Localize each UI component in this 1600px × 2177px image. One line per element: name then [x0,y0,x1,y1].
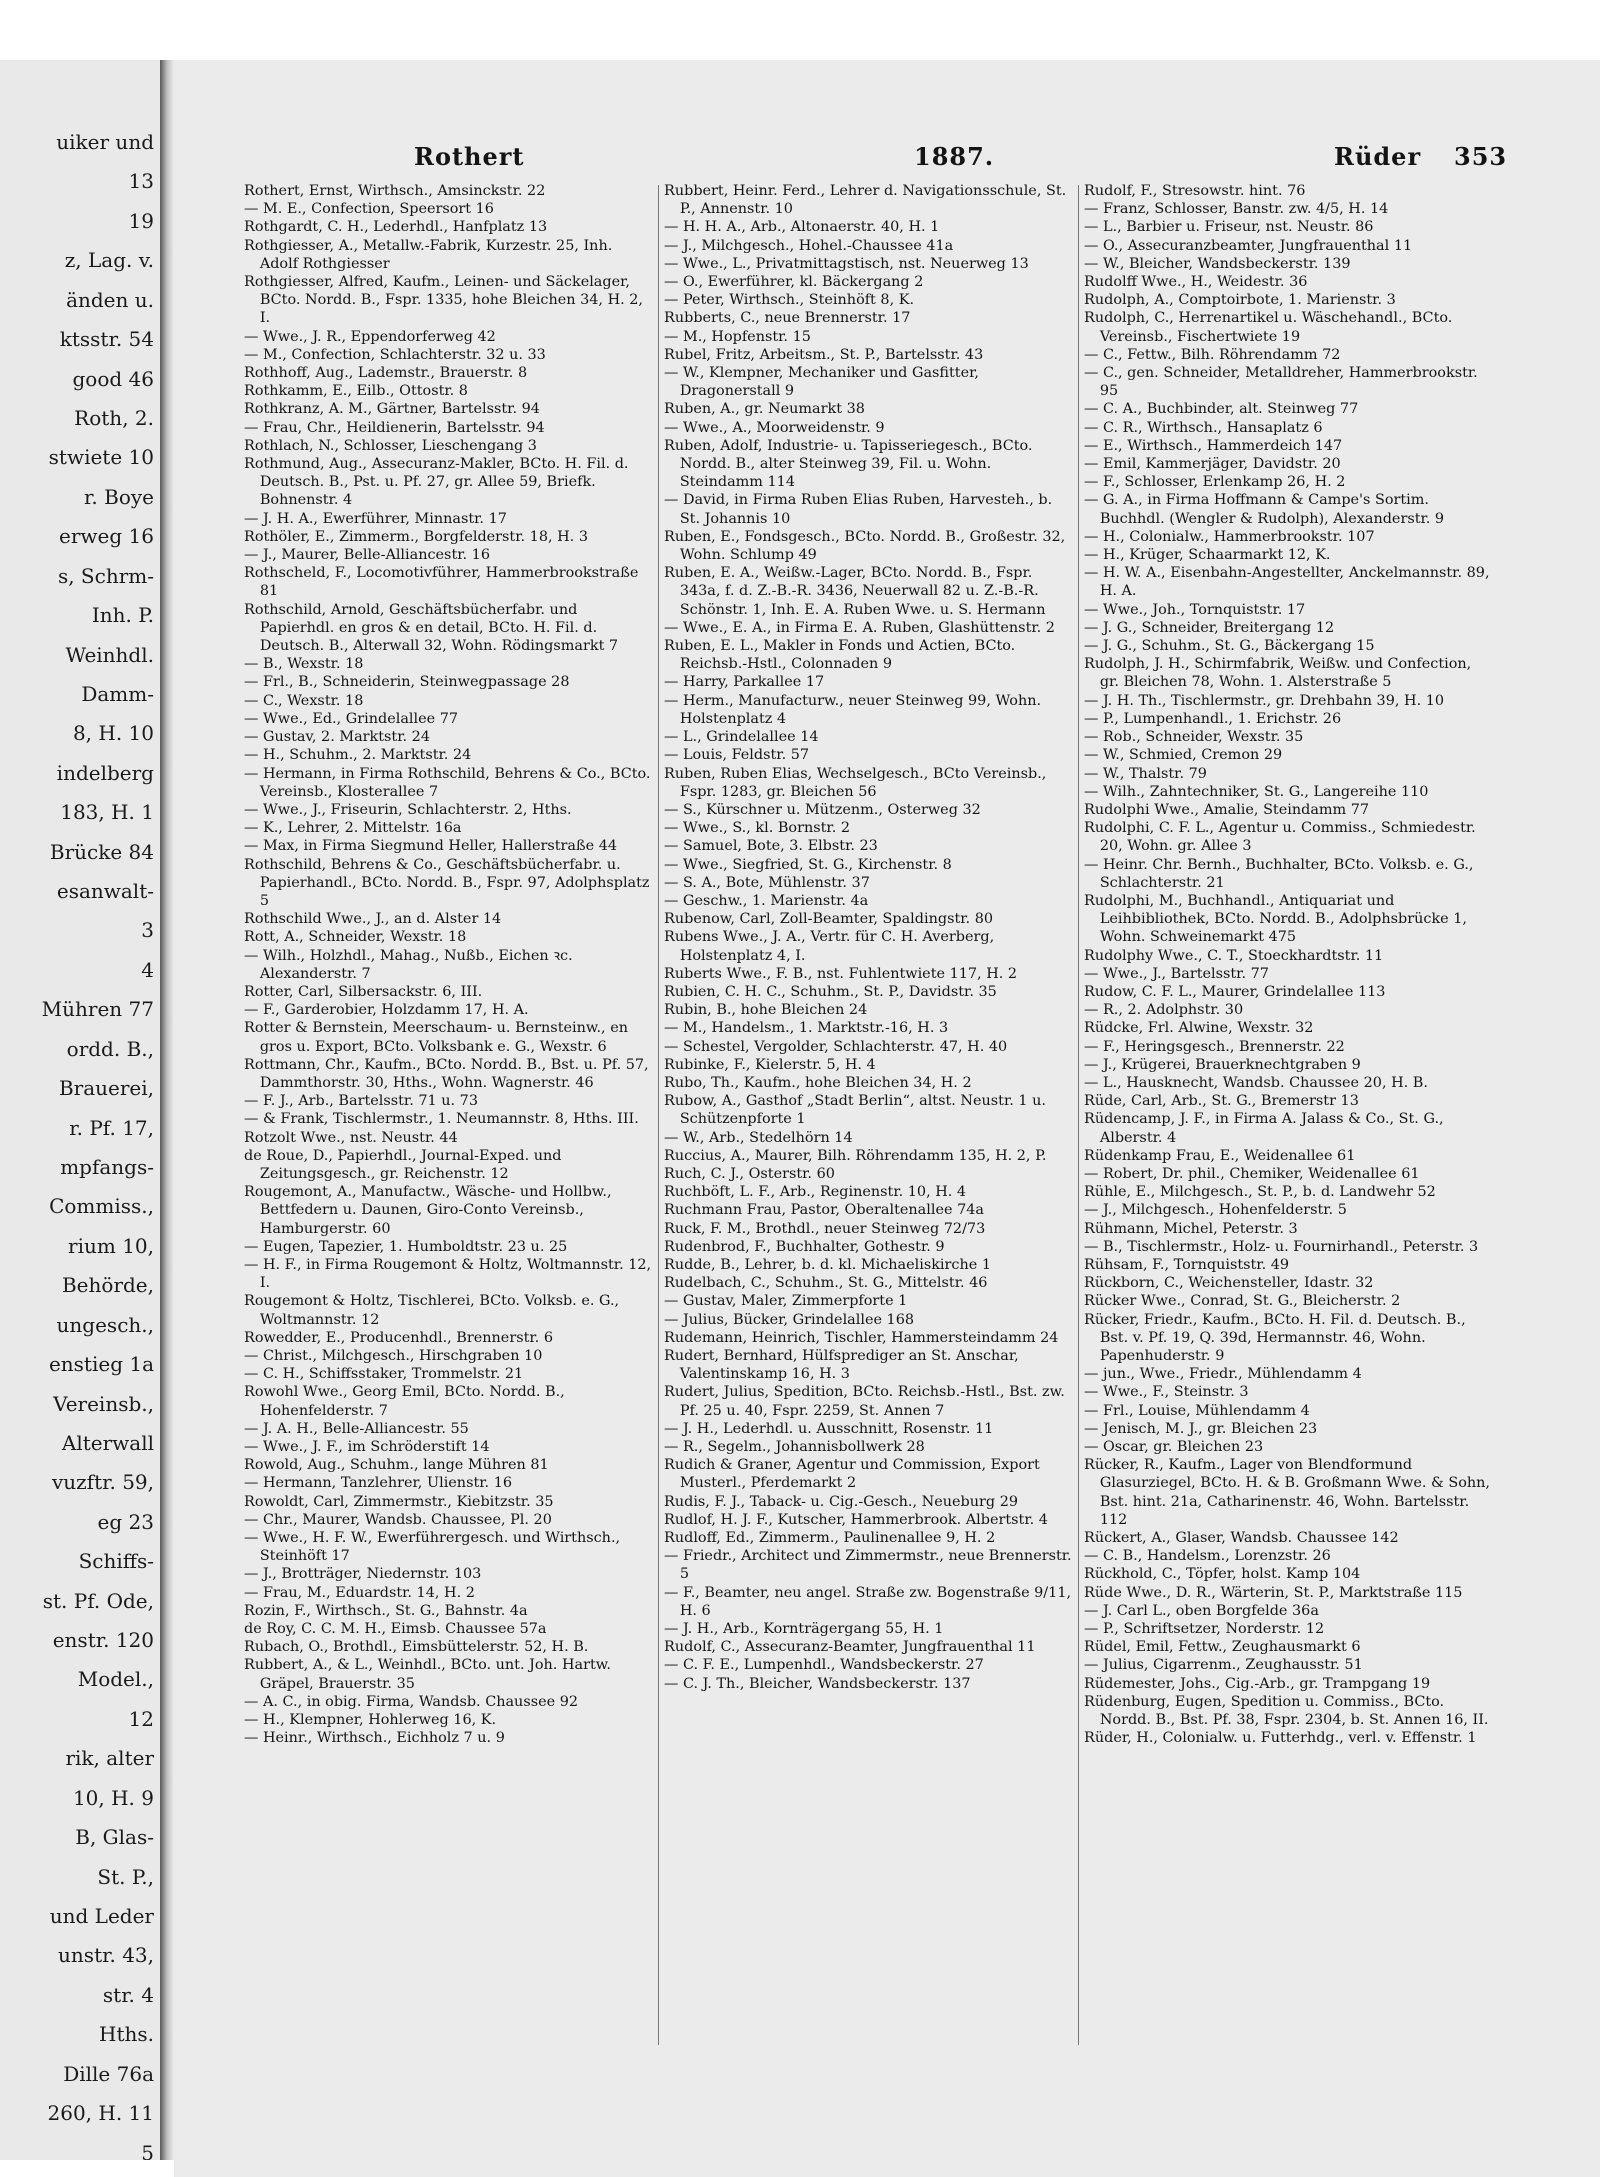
directory-entry: — C., gen. Schneider, Metalldreher, Hammerbrookstr. 95 [1084,365,1478,400]
directory-entry: — Hermann, Tanzlehrer, Ulienstr. 16 [244,1475,513,1492]
previous-page-text-fragment: indelberg [56,761,154,785]
directory-entry: — Gustav, 2. Marktstr. 24 [244,729,430,746]
directory-entry: Ruch, C. J., Osterstr. 60 [664,1165,835,1182]
directory-entry: Rücker, Friedr., Kaufm., BCto. H. Fil. d. Deutsch. B., Bst. v. Pf. 19, Q. 39d, Hermannstr. 46, Wohn. Papenhuderstr. 9 [1084,1311,1466,1364]
previous-page-text-fragment: 183, H. 1 [60,800,154,824]
previous-page-text-fragment: Brauerei, [58,1076,154,1100]
directory-entry: — Robert, Dr. phil., Chemiker, Weidenallee 61 [1084,1165,1420,1182]
directory-entry: Rudde, B., Lehrer, b. d. kl. Michaeliskirche 1 [664,1256,991,1273]
directory-entry: — Christ., Milchgesch., Hirschgraben 10 [244,1348,543,1364]
previous-page-text-fragment: r. Pf. 17, [69,1116,154,1140]
directory-entry: — Harry, Parkallee 17 [664,674,825,691]
directory-entry: Rudloff, Ed., Zimmerm., Paulinenallee 9, H. 2 [664,1530,996,1547]
directory-entry: — W., Klempner, Mechaniker und Gasfitter, Dragonerstall 9 [664,365,979,400]
directory-entry: Rudolff Wwe., H., Weidestr. 36 [1084,274,1308,291]
directory-entry: Ruben, E. L., Makler in Fonds und Actien, BCto. Reichsb.-Hstl., Colonnaden 9 [664,638,1016,673]
directory-entry: Rubow, A., Gasthof „Stadt Berlin“, altst. Neustr. 1 u. Schützenpforte 1 [664,1093,1046,1128]
directory-entry: — S., Kürschner u. Mützenm., Osterweg 32 [664,801,981,818]
directory-entry: — C. R., Wirthsch., Hansaplatz 6 [1084,419,1323,436]
previous-page-text-fragment: mpfangs- [60,1155,154,1179]
directory-entry: Rubens Wwe., J. A., Vertr. für C. H. Averberg, Holstenplatz 4, I. [664,929,995,964]
directory-entry: Rudolf, F., Stresowstr. hint. 76 [1084,183,1306,199]
directory-entry: — Wwe., E. A., in Firma E. A. Ruben, Glashüttenstr. 2 [664,619,1055,636]
directory-entry: — C. J. Th., Bleicher, Wandsbeckerstr. 137 [664,1675,971,1692]
directory-entry: Rubach, O., Brothdl., Eimsbüttelerstr. 52, H. B. [244,1639,589,1656]
previous-page-text-fragment: Brücke 84 [49,840,154,864]
directory-entry: Rubberts, C., neue Brennerstr. 17 [664,310,911,327]
directory-entry: — G. A., in Firma Hoffmann & Campe's Sortim. Buchhdl. (Wengler & Rudolph), Alexanderstr. 9 [1084,492,1445,527]
column-rule [1078,185,1079,2045]
directory-entry: Rowedder, E., Producenhdl., Brennerstr. 6 [244,1329,553,1346]
directory-entry: Rubbert, A., & L., Weinhdl., BCto. unt. Joh. Hartw. Gräpel, Brauerstr. 35 [244,1657,611,1692]
directory-entry: — Emil, Kammerjäger, Davidstr. 20 [1084,456,1341,473]
directory-entry: Rudert, Julius, Spedition, BCto. Reichsb.-Hstl., Bst. zw. Pf. 25 u. 40, Fspr. 2259, St. Annen 7 [664,1384,1065,1419]
directory-entry: — O., Ewerführer, kl. Bäckergang 2 [664,274,924,291]
directory-entry: Rott, A., Schneider, Wexstr. 18 [244,929,467,946]
directory-entry: — Eugen, Tapezier, 1. Humboldtstr. 23 u. 25 [244,1238,568,1255]
directory-entry: Rothschild, Arnold, Geschäftsbücherfabr. und Papierhdl. en gros & en detail, BCto. H. Fil. d. Deutsch. B., Alterwall 32, Wohn. Rödingsmarkt 7 [244,601,619,655]
column-2 [664,182,1074,2052]
directory-entry: Rudenbrod, F., Buchhalter, Gothestr. 9 [664,1238,945,1255]
directory-entry: — Wwe., H. F. W., Ewerführergesch. und Wirthsch., Steinhöft 17 [244,1530,621,1565]
directory-entry: Rowoldt, Carl, Zimmermstr., Kiebitzstr. 35 [244,1493,554,1510]
directory-entry: — Wilh., Zahntechniker, St. G., Langereihe 110 [1084,783,1429,800]
directory-entry: Rubenow, Carl, Zoll-Beamter, Spaldingstr. 80 [664,911,994,928]
previous-page-text-fragment: 3 [141,918,154,942]
directory-entry: — Heinr., Wirthsch., Eichholz 7 u. 9 [244,1730,505,1747]
directory-entry: — H., Colonialw., Hammerbrookstr. 107 [1084,528,1375,545]
directory-entry: Rottmann, Chr., Kaufm., BCto. Nordd. B., Bst. u. Pf. 57, Dammthorstr. 30, Hths., Wohn. Wagnerstr. 46 [244,1056,649,1091]
directory-entry: Rühsam, F., Tornquiststr. 49 [1084,1256,1290,1273]
directory-entry: Rougemont, A., Manufactw., Wäsche- und Hollbw., Bettfedern u. Daunen, Giro-Conto Vereinsb., Hamburgerstr. 60 [244,1184,612,1237]
directory-entry: Ruben, E. A., Weißw.-Lager, BCto. Nordd. B., Fspr. 343a, f. d. Z.-B.-R. 3436, Neuerwall 82 u. Z.-B.-R. Schönstr. 1, Inh. E. A. Ruben Wwe. u. S. Hermann [664,565,1046,618]
directory-entry: Rüdenkamp Frau, E., Weidenallee 61 [1084,1147,1356,1164]
directory-entry: — L., Barbier u. Friseur, nst. Neustr. 86 [1084,219,1374,236]
directory-entry: Rückborn, C., Weichensteller, Idastr. 32 [1084,1275,1374,1292]
column-3 [1084,182,1494,2052]
directory-entry: — J. H., Lederhdl. u. Ausschnitt, Rosenstr. 11 [664,1420,994,1437]
directory-entry: Rudolph, A., Comptoirbote, 1. Marienstr. 3 [1084,292,1396,309]
directory-entry: — M., Handelsm., 1. Marktstr.-16, H. 3 [664,1020,949,1037]
directory-entry: Rüdel, Emil, Fettw., Zeughausmarkt 6 [1084,1639,1361,1656]
directory-entry: — Peter, Wirthsch., Steinhöft 8, K. [664,292,915,309]
directory-entry: Rothhoff, Aug., Lademstr., Brauerstr. 8 [244,365,528,382]
directory-entry: Rubo, Th., Kaufm., hohe Bleichen 34, H. 2 [664,1074,972,1091]
previous-page-text-fragment: good 46 [72,367,154,391]
directory-entry: — Wwe., Ed., Grindelallee 77 [244,710,459,727]
directory-entry: — J. Carl L., oben Borgfelde 36a [1084,1602,1319,1619]
directory-entry: — J. H. A., Ewerführer, Minnastr. 17 [244,510,507,527]
directory-entry: — Louis, Feldstr. 57 [664,747,810,764]
directory-entry: — K., Lehrer, 2. Mittelstr. 16a [244,820,462,837]
running-head-year: 1887. [914,142,995,171]
directory-entry: Ruben, Ruben Elias, Wechselgesch., BCto Vereinsb., Fspr. 1283, gr. Bleichen 56 [664,765,1047,800]
previous-page-text-fragment: Damm- [81,682,154,706]
previous-page-text-fragment: Roth, 2. [74,406,154,430]
directory-entry: Rothöler, E., Zimmerm., Borgfelderstr. 18, H. 3 [244,528,588,545]
directory-entry: — M., Confection, Schlachterstr. 32 u. 33 [244,346,546,363]
directory-entry: de Roy, C. C. M. H., Eimsb. Chaussee 57a [244,1621,547,1638]
directory-entry: — Wwe., L., Privatmittagstisch, nst. Neuerweg 13 [664,255,1029,272]
directory-entry: — F., Beamter, neu angel. Straße zw. Bogenstraße 9/11, H. 6 [664,1584,1072,1619]
previous-page-text-fragment: 10, H. 9 [72,1786,154,1810]
directory-entry: — H. W. A., Eisenbahn-Angestellter, Anckelmannstr. 89, H. A. [1084,565,1490,600]
directory-entry: Rudolph, C., Herrenartikel u. Wäschehandl., BCto. Vereinsb., Fischertwiete 19 [1084,310,1453,345]
directory-entry: — H., Krüger, Schaarmarkt 12, K. [1084,547,1331,564]
directory-entry: Rüde, Carl, Arb., St. G., Bremerstr 13 [1084,1093,1359,1110]
directory-entry: Rüdencamp, J. F., in Firma A. Jalass & Co., St. G., Alberstr. 4 [1084,1111,1444,1146]
page-header [244,142,1524,178]
book-gutter [160,60,174,2160]
directory-entry: — W., Thalstr. 79 [1084,765,1207,782]
directory-entry: — Frl., B., Schneiderin, Steinwegpassage 28 [244,674,570,691]
column-rule [658,185,659,2045]
directory-entry: Rudich & Graner, Agentur und Commission, Export Musterl., Pferdemarkt 2 [664,1457,1040,1492]
directory-entry: Rothmund, Aug., Assecuranz-Makler, BCto. H. Fil. d. Deutsch. B., Pst. u. Pf. 27, gr. Allee 59, Briefk. Bohnenstr. 4 [244,456,629,509]
directory-entry: — B., Wexstr. 18 [244,656,364,673]
directory-entry: — Samuel, Bote, 3. Elbstr. 23 [664,838,878,855]
directory-entry: Rudis, F. J., Taback- u. Cig.-Gesch., Neueburg 29 [664,1493,1019,1510]
running-head-right: Rüder [1334,142,1422,171]
previous-page-text-fragment: Behörde, [61,1273,154,1297]
directory-entry: — J. A. H., Belle-Alliancestr. 55 [244,1420,469,1437]
directory-entry: Rotter & Bernstein, Meerschaum- u. Bernsteinw., en gros u. Export, BCto. Volksbank e. G., Wexstr. 6 [244,1020,628,1055]
directory-entry: Rühle, E., Milchgesch., St. P., b. d. Landwehr 52 [1084,1184,1436,1201]
previous-page-text-fragment: 260, H. 11 [47,2101,154,2125]
directory-entry: Rüdenburg, Eugen, Spedition u. Commiss., BCto. Nordd. B., Bst. Pf. 38, Fspr. 2304, b. St. Annen 16, II. [1084,1693,1489,1729]
directory-entry: — O., Assecuranzbeamter, Jungfrauenthal 11 [1084,237,1413,254]
directory-entry: Rüder, H., Colonialw. u. Futterhdg., verl. v. Effenstr. 1 [1084,1730,1477,1747]
directory-entry: Rudow, C. F. L., Maurer, Grindelallee 113 [1084,983,1386,1000]
directory-entry: Rothlach, N., Schlosser, Lieschengang 3 [244,437,537,454]
directory-entry: — M. E., Confection, Speersort 16 [244,201,494,218]
directory-entry: Rudolphi Wwe., Amalie, Steindamm 77 [1084,801,1370,818]
directory-entry: Rubin, B., hohe Bleichen 24 [664,1002,868,1019]
directory-entry: Rudolphi, M., Buchhandl., Antiquariat und Leihbibliothek, BCto. Nordd. B., Adolphsbrücke 1, Wohn. Schweinemarkt 475 [1084,892,1468,946]
directory-entry: — Wwe., Joh., Tornquiststr. 17 [1084,601,1306,618]
directory-entry: — Wwe., J. R., Eppendorferweg 42 [244,328,496,345]
directory-entry: — J., Krügerei, Brauerknechtgraben 9 [1084,1056,1361,1073]
previous-page-text-fragment: esanwalt- [56,879,154,903]
previous-page-text-fragment: Commiss., [49,1194,154,1218]
directory-entry: Rubbert, Heinr. Ferd., Lehrer d. Navigationsschule, St. P., Annenstr. 10 [664,183,1067,218]
directory-entry: — H. F., in Firma Rougemont & Holtz, Woltmannstr. 12, I. [244,1256,652,1292]
directory-entry: — W., Arb., Stedelhörn 14 [664,1129,853,1146]
directory-entry: — B., Tischlermstr., Holz- u. Fournirhandl., Peterstr. 3 [1084,1238,1479,1255]
previous-page-text-fragment: stwiete 10 [48,445,154,469]
directory-entry: — J. G., Schuhm., St. G., Bäckergang 15 [1084,638,1375,655]
previous-page-text-fragment: ungesch., [56,1313,154,1337]
directory-entry: Rückhold, C., Töpfer, holst. Kamp 104 [1084,1566,1361,1583]
directory-entry: — Schestel, Vergolder, Schlachterstr. 47, H. 40 [664,1038,1008,1055]
previous-page-text-fragment: B, Glas- [75,1825,154,1849]
directory-entry: — Herm., Manufacturw., neuer Steinweg 99, Wohn. Holstenplatz 4 [664,692,1042,727]
previous-page-text-fragment: 12 [128,1707,154,1731]
directory-entry: — Hermann, in Firma Rothschild, Behrens & Co., BCto. Vereinsb., Klosterallee 7 [244,765,651,800]
directory-entry: Rudelbach, C., Schuhm., St. G., Mittelstr. 46 [664,1275,988,1292]
directory-entry: — F., Heringsgesch., Brennerstr. 22 [1084,1038,1345,1055]
directory-entry: Rozin, F., Wirthsch., St. G., Bahnstr. 4a [244,1602,528,1619]
page-number: 353 [1454,142,1508,171]
directory-entry: Rücker Wwe., Conrad, St. G., Bleicherstr. 2 [1084,1293,1401,1310]
previous-page-text-fragment: St. P., [97,1865,154,1889]
directory-entry: Rüdcke, Frl. Alwine, Wexstr. 32 [1084,1020,1314,1037]
previous-page-text-fragment: enstieg 1a [48,1352,154,1376]
directory-entry: — C. H., Schiffsstaker, Trommelstr. 21 [244,1366,524,1383]
directory-entry: — R., 2. Adolphstr. 30 [1084,1002,1244,1019]
directory-entry: — S. A., Bote, Mühlenstr. 37 [664,874,870,891]
directory-entry: — L., Hausknecht, Wandsb. Chaussee 20, H. B. [1084,1074,1428,1091]
directory-entry: Ruchmann Frau, Pastor, Oberaltenallee 74a [664,1202,984,1219]
directory-entry: Rothkamm, E., Eilb., Ottostr. 8 [244,383,468,400]
directory-entry: — F., Schlosser, Erlenkamp 26, H. 2 [1084,474,1346,491]
directory-entry: Rothschild, Behrens & Co., Geschäftsbücherfabr. u. Papierhandl., BCto. Nordd. B., Fspr. 97, Adolphsplatz 5 [244,856,650,909]
directory-entry: Rudolph, J. H., Schirmfabrik, Weißw. und Confection, gr. Bleichen 78, Wohn. 1. Alsterstraße 5 [1084,656,1472,691]
directory-entry: — Rob., Schneider, Wexstr. 35 [1084,729,1304,746]
previous-page-text-fragment: 5 [141,2141,154,2160]
directory-page [174,60,1600,2177]
directory-entry: Rüdemester, Johs., Cig.-Arb., gr. Trampgang 19 [1084,1675,1431,1692]
running-head-left: Rothert [414,142,525,171]
previous-page-text-fragment: enstr. 120 [52,1628,154,1652]
directory-entry: Rudlof, H. J. F., Kutscher, Hammerbrook. Albertstr. 4 [664,1511,1048,1528]
directory-entry: Ruberts Wwe., F. B., nst. Fuhlentwiete 117, H. 2 [664,965,1018,982]
directory-entry: de Roue, D., Papierhdl., Journal-Exped. und Zeitungsgesch., gr. Reichenstr. 12 [244,1147,562,1182]
directory-entry: Ruck, F. M., Brothdl., neuer Steinweg 72/73 [664,1220,986,1237]
previous-page-text-fragment: rik, alter [65,1746,154,1770]
previous-page-text-fragment: uiker und [56,130,154,154]
directory-entry: Rudolf, C., Assecuranz-Beamter, Jungfrauenthal 11 [664,1639,1036,1656]
directory-entry: — P., Schriftsetzer, Norderstr. 12 [1084,1621,1325,1638]
directory-entry: Rougemont & Holtz, Tischlerei, BCto. Volksb. e. G., Woltmannstr. 12 [244,1293,620,1328]
directory-entry: — W., Bleicher, Wandsbeckerstr. 139 [1084,255,1351,272]
previous-page-text-fragment: Hths. [99,2022,154,2046]
directory-entry: — Franz, Schlosser, Banstr. zw. 4/5, H. 14 [1084,201,1389,218]
directory-entry: — Frau, Chr., Heildienerin, Bartelsstr. 94 [244,419,545,436]
directory-entry: Ruchböft, L. F., Arb., Reginenstr. 10, H. 4 [664,1184,967,1201]
directory-entry: — H., Klempner, Hohlerweg 16, K. [244,1712,497,1729]
previous-page-text-fragment: Alterwall [61,1431,154,1455]
directory-entry: — Julius, Bücker, Grindelallee 168 [664,1311,915,1328]
directory-entry: — J. H., Arb., Kornträgergang 55, H. 1 [664,1621,944,1638]
directory-entry: — Gustav, Maler, Zimmerpforte 1 [664,1293,908,1310]
directory-entry: Rudolphy Wwe., C. T., Stoeckhardtstr. 11 [1084,947,1384,964]
previous-page-text-fragment: s, Schrm- [57,564,154,588]
directory-entry: — W., Schmied, Cremon 29 [1084,747,1283,764]
directory-entry: — C. F. E., Lumpenhdl., Wandsbeckerstr. 27 [664,1657,984,1674]
directory-entry: Ruben, Adolf, Industrie- u. Tapisseriegesch., BCto. Nordd. B., alter Steinweg 39, Fil. u. Wohn. Steindamm 114 [664,437,1033,491]
directory-entry: Rubinke, F., Kielerstr. 5, H. 4 [664,1056,876,1073]
directory-entry: Rudert, Bernhard, Hülfsprediger an St. Anschar, Valentinskamp 16, H. 3 [664,1348,1019,1383]
directory-entry: — E., Wirthsch., Hammerdeich 147 [1084,437,1343,454]
directory-entry: Rothgardt, C. H., Lederhdl., Hanfplatz 13 [244,219,548,236]
directory-entry: Ruben, E., Fondsgesch., BCto. Nordd. B., Großestr. 32, Wohn. Schlump 49 [664,528,1066,564]
directory-entry: Rothscheld, F., Locomotivführer, Hammerbrookstraße 81 [244,565,639,600]
column-1 [244,182,654,2052]
directory-entry: Rothgiesser, A., Metallw.-Fabrik, Kurzestr. 25, Inh. Adolf Rothgiesser [244,237,613,272]
directory-entry: Rothgiesser, Alfred, Kaufm., Leinen- und Säckelager, BCto. Nordd. B., Fspr. 1335, hohe Bleichen 34, H. 2, I. [244,274,643,327]
previous-page-text-fragment: vuzftr. 59, [51,1470,154,1494]
previous-page-text-fragment: st. Pf. Ode, [42,1589,154,1613]
directory-entry: — R., Segelm., Johannisbollwerk 28 [664,1439,925,1456]
directory-entry: — J. G., Schneider, Breitergang 12 [1084,619,1335,636]
directory-entry: — C., Fettw., Bilh. Röhrendamm 72 [1084,346,1341,363]
directory-entry: — H., Schuhm., 2. Marktstr. 24 [244,747,472,764]
directory-entry: — Wilh., Holzhdl., Mahag., Nußb., Eichen ꝛc. Alexanderstr. 7 [244,947,573,982]
directory-entry: — J., Milchgesch., Hohenfelderstr. 5 [1084,1202,1347,1219]
previous-page-text-fragment: Dille 76a [63,2062,154,2086]
previous-page-text-fragment: erweg 16 [59,524,154,548]
directory-entry: — A. C., in obig. Firma, Wandsb. Chaussee 92 [244,1693,579,1710]
directory-entry: — jun., Wwe., Friedr., Mühlendamm 4 [1084,1366,1362,1383]
directory-entry: — Wwe., A., Moorweidenstr. 9 [664,419,885,436]
directory-entry: — J. H. Th., Tischlermstr., gr. Drehbahn 39, H. 10 [1084,692,1445,709]
directory-entry: Rotter, Carl, Silbersackstr. 6, III. [244,983,483,1000]
previous-page-text-fragment: rium 10, [68,1234,154,1258]
previous-page-text-fragment: z, Lag. v. [64,248,154,272]
directory-entry: — Geschw., 1. Marienstr. 4a [664,892,869,909]
directory-entry: — Wwe., Siegfried, St. G., Kirchenstr. 8 [664,856,952,873]
directory-entry: Rothkranz, A. M., Gärtner, Bartelsstr. 94 [244,401,540,418]
previous-page-text-fragment: Inh. P. [91,603,154,627]
directory-entry: Rüde Wwe., D. R., Wärterin, St. P., Marktstraße 115 [1084,1584,1463,1601]
previous-page-text-fragment: änden u. [66,288,154,312]
directory-entry: Ruccius, A., Maurer, Bilh. Röhrendamm 135, H. 2, P. [664,1147,1047,1164]
directory-entry: — & Frank, Tischlermstr., 1. Neumannstr. 8, Hths. III. [244,1111,639,1128]
directory-entry: — Frau, M., Eduardstr. 14, H. 2 [244,1584,475,1601]
previous-page-text-fragment: str. 4 [102,1983,154,2007]
directory-entry: — C. A., Buchbinder, alt. Steinweg 77 [1084,401,1359,418]
directory-entry: — Chr., Maurer, Wandsb. Chaussee, Pl. 20 [244,1511,552,1528]
directory-entry: Rubel, Fritz, Arbeitsm., St. P., Bartelsstr. 43 [664,346,984,363]
directory-entry: — F. J., Arb., Bartelsstr. 71 u. 73 [244,1093,478,1110]
directory-entry: — Julius, Cigarrenm., Zeughausstr. 51 [1084,1657,1363,1674]
previous-page-text-fragment: ktsstr. 54 [59,327,154,351]
previous-page-text-fragment: Vereinsb., [53,1392,154,1416]
previous-page-text-fragment: Schiffs- [78,1549,154,1573]
previous-page-text-fragment: 4 [141,958,154,982]
directory-entry: Rotzolt Wwe., nst. Neustr. 44 [244,1129,458,1146]
directory-entry: — F., Garderobier, Holzdamm 17, H. A. [244,1002,529,1019]
directory-entry: — Wwe., J. F., im Schröderstift 14 [244,1439,490,1456]
previous-page-text-fragment: eg 23 [97,1510,154,1534]
previous-page-text-fragment: Model., [77,1667,154,1691]
directory-entry: — J., Maurer, Belle-Alliancestr. 16 [244,547,490,564]
directory-entry: Rothert, Ernst, Wirthsch., Amsinckstr. 22 [244,183,546,199]
directory-entry: — Wwe., J., Friseurin, Schlachterstr. 2, Hths. [244,801,572,818]
directory-entry: — Heinr. Chr. Bernh., Buchhalter, BCto. Volksb. e. G., Schlachterstr. 21 [1084,856,1474,891]
directory-entry: — M., Hopfenstr. 15 [664,328,811,345]
directory-entry: Rowold, Aug., Schuhm., lange Mühren 81 [244,1457,549,1474]
previous-page-text-fragment: Mühren 77 [41,997,154,1021]
directory-entry: Rowohl Wwe., Georg Emil, BCto. Nordd. B., Hohenfelderstr. 7 [244,1384,565,1419]
directory-entry: — Jenisch, M. J., gr. Bleichen 23 [1084,1420,1318,1437]
previous-page-text-fragment: 19 [128,209,154,233]
directory-entry: — Max, in Firma Siegmund Heller, Hallerstraße 44 [244,838,618,855]
directory-entry: — Oscar, gr. Bleichen 23 [1084,1439,1264,1456]
directory-entry: Rücker, R., Kaufm., Lager von Blendformund Glasurziegel, BCto. H. & B. Großmann Wwe. & Sohn, Bst. hint. 21a, Catharinenstr. 46, Wohn. Bartelsstr. 112 [1084,1457,1490,1528]
directory-entry: — H. H. A., Arb., Altonaerstr. 40, H. 1 [664,219,940,236]
directory-entry: Rudolphi, C. F. L., Agentur u. Commiss., Schmiedestr. 20, Wohn. gr. Allee 3 [1084,820,1476,855]
previous-page-text-fragment: ordd. B., [66,1037,154,1061]
directory-entry: — Wwe., F., Steinstr. 3 [1084,1384,1249,1401]
directory-entry: — J., Brotträger, Niedernstr. 103 [244,1566,482,1583]
directory-entry: — J., Milchgesch., Hohel.-Chaussee 41a [664,237,954,254]
previous-page-text-fragment: 8, H. 10 [72,721,154,745]
previous-page-edge [0,60,160,2160]
directory-entry: — David, in Firma Ruben Elias Ruben, Harvesteh., b. St. Johannis 10 [664,492,1053,527]
directory-entry: — Friedr., Architect und Zimmermstr., neue Brennerstr. 5 [664,1548,1072,1583]
directory-entry: — C., Wexstr. 18 [244,692,364,709]
directory-entry: — L., Grindelallee 14 [664,729,819,746]
directory-entry: — P., Lumpenhandl., 1. Erichstr. 26 [1084,710,1342,727]
previous-page-text-fragment: r. Boye [84,485,154,509]
directory-entry: Rudemann, Heinrich, Tischler, Hammersteindamm 24 [664,1329,1059,1346]
directory-entry: — Frl., Louise, Mühlendamm 4 [1084,1402,1310,1419]
directory-entry: — Wwe., J., Bartelsstr. 77 [1084,965,1269,982]
previous-page-text-fragment: und Leder [49,1904,154,1928]
directory-entry: Rothschild Wwe., J., an d. Alster 14 [244,911,502,928]
previous-page-text-fragment: unstr. 43, [58,1943,154,1967]
directory-entry: Rückert, A., Glaser, Wandsb. Chaussee 142 [1084,1530,1399,1547]
previous-page-text-fragment: Weinhdl. [65,643,154,667]
directory-entry: Ruben, A., gr. Neumarkt 38 [664,401,865,418]
previous-page-text-fragment: 13 [128,169,154,193]
directory-entry: — C. B., Handelsm., Lorenzstr. 26 [1084,1548,1331,1565]
directory-entry: Rubien, C. H. C., Schuhm., St. P., Davidstr. 35 [664,983,997,1000]
directory-entry: Rühmann, Michel, Peterstr. 3 [1084,1220,1298,1237]
directory-entry: — Wwe., S., kl. Bornstr. 2 [664,820,851,837]
